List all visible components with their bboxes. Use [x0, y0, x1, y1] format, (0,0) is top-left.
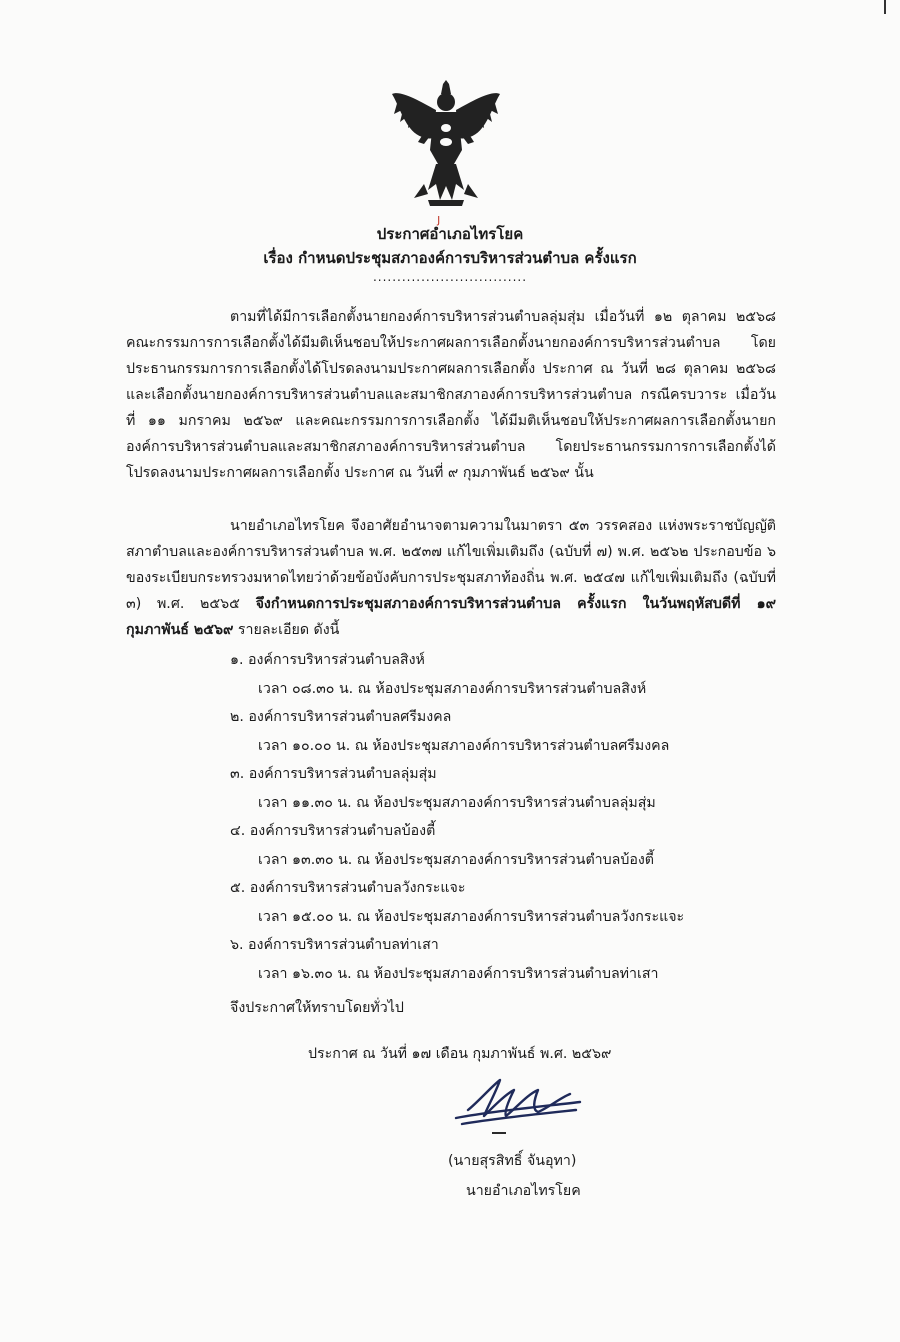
document-title: ประกาศอำเภอไทรโยค	[376, 225, 524, 243]
closing-statement: จึงประกาศให้ทราบโดยทั่วไป	[230, 1000, 404, 1016]
signer-position: นายอำเภอไทรโยค	[466, 1183, 581, 1199]
meeting-item-time: เวลา ๐๘.๓๐ น. ณ ห้องประชุมสภาองค์การบริหารส่วนตำบลสิงห์	[258, 681, 647, 697]
meeting-item-name: ๑. องค์การบริหารส่วนตำบลสิงห์	[230, 652, 425, 668]
signer-name: (นายสุรสิทธิ์ จันอุทา)	[448, 1153, 577, 1169]
meeting-item-name: ๕. องค์การบริหารส่วนตำบลวังกระแจะ	[230, 880, 466, 896]
garuda-emblem-icon	[388, 80, 504, 206]
separator-dots: ................................	[372, 270, 528, 284]
meeting-item-name: ๔. องค์การบริหารส่วนตำบลบ้องตี้	[230, 823, 436, 839]
meeting-item-name: ๒. องค์การบริหารส่วนตำบลศรีมงคล	[230, 709, 452, 725]
paragraph-2-normal: นายอำเภอไทรโยค จึงอาศัยอำนาจตามความในมาตรา ๕๓ วรรคสอง แห่งพระราชบัญญัติสภาตำบลและองค์การบริหารส่วนตำบล พ.ศ. ๒๕๓๗ แก้ไขเพิ่มเติมถึง (ฉบับที่ ๗) พ.ศ. ๒๕๖๒ ประกอบข้อ ๖ ของระเบียบกระทรวงมหาดไทยว่าด้วยข้อบังคับการประชุมสภาท้องถิ่น พ.ศ. ๒๕๔๗ แก้ไขเพิ่มเติมถึง (ฉบับที่ ๓) พ.ศ. ๒๕๖๕	[126, 518, 776, 612]
meeting-item-time: เวลา ๑๐.๐๐ น. ณ ห้องประชุมสภาองค์การบริหารส่วนตำบลศรีมงคล	[258, 738, 670, 754]
paragraph-2-bold: จึงกำหนดการประชุมสภาองค์การบริหารส่วนตำบล ครั้งแรก ในวันพฤหัสบดีที่ ๑๙ กุมภาพันธ์ ๒๕๖๙	[126, 596, 776, 638]
handwritten-signature	[448, 1072, 588, 1142]
meeting-item-name: ๖. องค์การบริหารส่วนตำบลท่าเสา	[230, 937, 439, 953]
paragraph-2-tail: รายละเอียด ดังนี้	[233, 622, 340, 638]
paragraph-2	[126, 513, 776, 643]
meeting-item-time: เวลา ๑๖.๓๐ น. ณ ห้องประชุมสภาองค์การบริหารส่วนตำบลท่าเสา	[258, 966, 659, 982]
meeting-item-time: เวลา ๑๓.๓๐ น. ณ ห้องประชุมสภาองค์การบริหารส่วนตำบลบ้องตี้	[258, 852, 655, 868]
document-subject: เรื่อง กำหนดประชุมสภาองค์การบริหารส่วนตำบล ครั้งแรก	[263, 249, 637, 267]
meeting-item-time: เวลา ๑๕.๐๐ น. ณ ห้องประชุมสภาองค์การบริหารส่วนตำบลวังกระแจะ	[258, 909, 685, 925]
red-mark: ȷ	[437, 212, 441, 226]
edge-mark	[884, 0, 886, 14]
signature-dash	[492, 1132, 506, 1134]
meeting-item-time: เวลา ๑๑.๓๐ น. ณ ห้องประชุมสภาองค์การบริหารส่วนตำบลลุ่มสุ่ม	[258, 795, 656, 811]
meeting-item-name: ๓. องค์การบริหารส่วนตำบลลุ่มสุ่ม	[230, 766, 437, 782]
announcement-date: ประกาศ ณ วันที่ ๑๗ เดือน กุมภาพันธ์ พ.ศ. ๒๕๖๙	[308, 1046, 612, 1062]
paragraph-1: ตามที่ได้มีการเลือกตั้งนายกองค์การบริหารส่วนตำบลลุ่มสุ่ม เมื่อวันที่ ๑๒ ตุลาคม ๒๕๖๘ คณะกรรมการการเลือกตั้งได้มีมติเห็นชอบให้ประกาศผลการเลือกตั้งนายกองค์การบริหารส่วนตำบล โดยประธานกรรมการการเลือกตั้งได้โปรดลงนามประกาศผลการเลือกตั้ง ประกาศ ณ วันที่ ๒๘ ตุลาคม ๒๕๖๘ และเลือกตั้งนายกองค์การบริหารส่วนตำบลและสมาชิกสภาองค์การบริหารส่วนตำบล กรณีครบวาระ เมื่อวันที่ ๑๑ มกราคม ๒๕๖๙ และคณะกรรมการการเลือกตั้ง ได้มีมติเห็นชอบให้ประกาศผลการเลือกตั้งนายกองค์การบริหารส่วนตำบลและสมาชิกสภาองค์การบริหารส่วนตำบล โดยประธานกรรมการการเลือกตั้งได้โปรดลงนามประกาศผลการเลือกตั้ง ประกาศ ณ วันที่ ๙ กุมภาพันธ์ ๒๕๖๙ นั้น	[126, 309, 776, 481]
